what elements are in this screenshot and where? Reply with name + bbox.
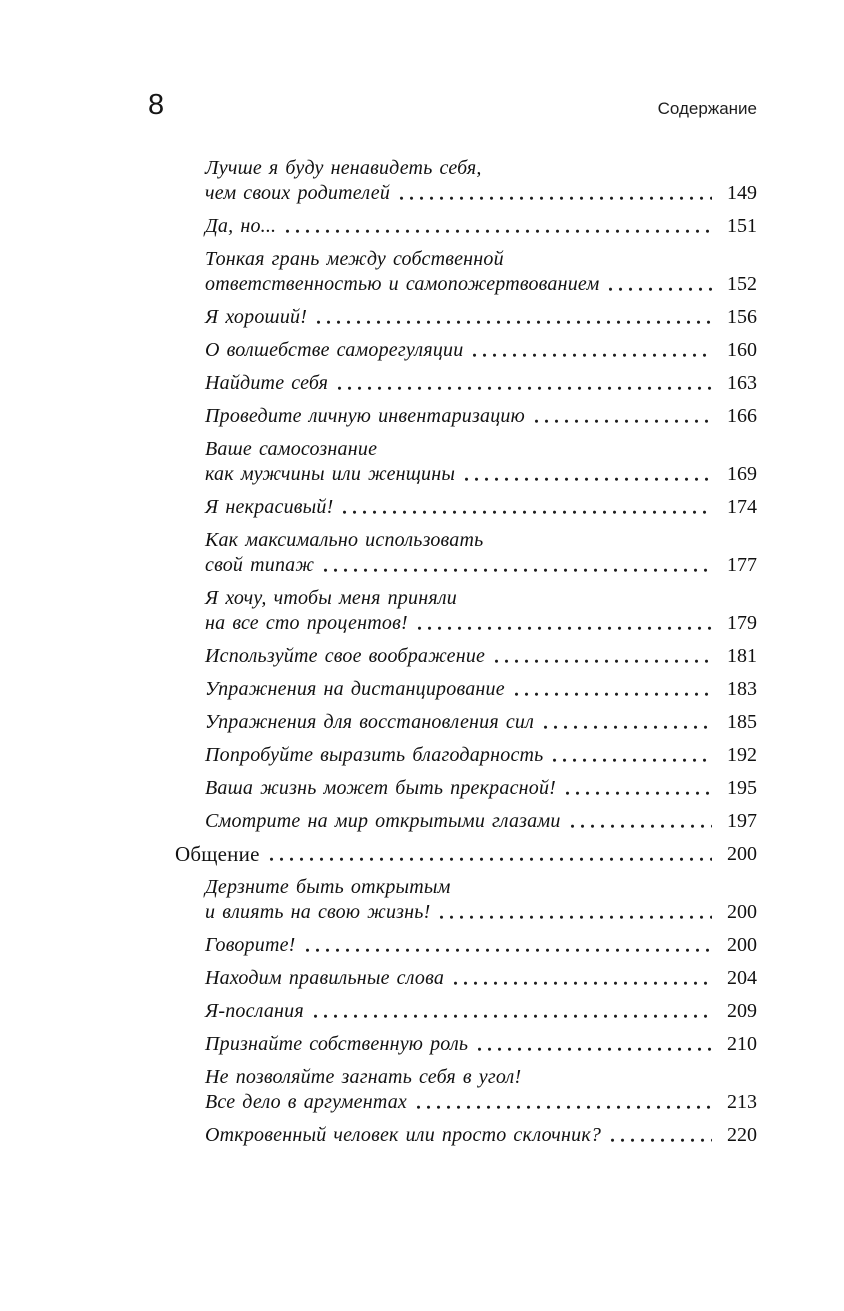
toc-entry-title: Смотрите на мир открытыми глазами (205, 810, 561, 832)
toc-entry (175, 743, 757, 768)
toc-entry (175, 1032, 757, 1057)
dot-leader (343, 510, 712, 514)
toc-entry-title: Не позволяйте загнать себя в угол! (205, 1066, 522, 1088)
toc-entry-title: Все дело в аргументах (205, 1091, 408, 1113)
toc-entry (175, 809, 757, 834)
dot-leader (306, 948, 712, 952)
toc-entry-title: Говорите! (205, 934, 296, 956)
dot-leader (566, 791, 712, 795)
toc-entry-page-number: 174 (727, 496, 757, 518)
toc-entry-line (205, 1123, 757, 1148)
running-head: Содержание (657, 99, 757, 118)
toc-entry-page-number: 209 (727, 1000, 757, 1022)
toc-entry-page-number: 200 (727, 843, 757, 865)
toc-entry-page-number: 169 (727, 463, 757, 485)
toc-entry-title: Дерзните быть открытым (205, 876, 451, 898)
dot-leader (454, 981, 712, 985)
toc-entry-page-number: 149 (727, 182, 757, 204)
toc-entry (175, 586, 757, 636)
dot-leader (440, 915, 712, 919)
toc-entry (175, 1123, 757, 1148)
toc-entry-title: Я некрасивый! (205, 496, 334, 518)
toc-entry-line (205, 743, 757, 768)
dot-leader (609, 287, 712, 291)
toc-entry-title: Тонкая грань между собственной (205, 248, 504, 270)
toc-entry-line (205, 272, 757, 297)
toc-entry (175, 528, 757, 578)
toc-entry-line (205, 371, 757, 396)
toc-entry (175, 338, 757, 363)
toc-chapter-entry (175, 842, 757, 867)
toc-entry (175, 495, 757, 520)
toc-entry-title: Проведите личную инвентаризацию (205, 405, 525, 427)
toc-entry-page-number: 166 (727, 405, 757, 427)
toc-entry-line (175, 842, 757, 867)
dot-leader (611, 1138, 712, 1142)
toc-entry-title: и влиять на свою жизнь! (205, 901, 431, 923)
toc-entry-line (205, 809, 757, 834)
dot-leader (286, 229, 712, 233)
toc-entry-line (205, 305, 757, 330)
toc-entry-title: Общение (175, 842, 260, 866)
toc-entry-page-number: 185 (727, 711, 757, 733)
toc-entry-page-number: 163 (727, 372, 757, 394)
toc-entry-title: Ваша жизнь может быть прекрасной! (205, 777, 557, 799)
toc-entry (175, 999, 757, 1024)
dot-leader (553, 758, 712, 762)
dot-leader (473, 353, 712, 357)
toc-entry (175, 371, 757, 396)
toc-entry-line (205, 586, 757, 611)
toc-entry-line (205, 181, 757, 206)
dot-leader (400, 196, 712, 200)
toc-entry (175, 933, 757, 958)
toc-entry-page-number: 152 (727, 273, 757, 295)
dot-leader (544, 725, 712, 729)
toc-entry (175, 247, 757, 297)
toc-entry-page-number: 197 (727, 810, 757, 832)
toc-entry-page-number: 156 (727, 306, 757, 328)
toc-entry-page-number: 204 (727, 967, 757, 989)
toc-entry-page-number: 160 (727, 339, 757, 361)
toc-entry-line (205, 247, 757, 272)
toc-entry (175, 710, 757, 735)
dot-leader (478, 1047, 712, 1051)
toc-entry (175, 875, 757, 925)
toc-entry-page-number: 192 (727, 744, 757, 766)
dot-leader (314, 1014, 712, 1018)
toc-entry-page-number: 181 (727, 645, 757, 667)
toc-entry-line (205, 677, 757, 702)
toc-entry (175, 404, 757, 429)
toc-entry-line (205, 1065, 757, 1090)
toc-entry-line (205, 644, 757, 669)
toc-entry-line (205, 999, 757, 1024)
toc-entry-line (205, 156, 757, 181)
toc-entry-page-number: 213 (727, 1091, 757, 1113)
toc-entry-page-number: 200 (727, 934, 757, 956)
toc-entry (175, 677, 757, 702)
toc-entry-line (205, 1032, 757, 1057)
toc-entry (175, 437, 757, 487)
dot-leader (338, 386, 712, 390)
toc-entry-title: Я хороший! (205, 306, 308, 328)
toc-entry-page-number: 183 (727, 678, 757, 700)
page-header (0, 0, 844, 120)
toc-entry-title: Откровенный человек или просто склочник? (205, 1124, 602, 1146)
toc-entry (175, 156, 757, 206)
folio-page-number: 8 (148, 89, 165, 121)
toc-entry-line (205, 437, 757, 462)
toc-entry (175, 214, 757, 239)
toc-entry-line (205, 338, 757, 363)
toc-entry-title: Находим правильные слова (205, 967, 445, 989)
toc-entry-page-number: 210 (727, 1033, 757, 1055)
toc-entry (175, 776, 757, 801)
toc-entry-title: чем своих родителей (205, 182, 391, 204)
dot-leader (417, 1105, 712, 1109)
toc-entry-line (205, 966, 757, 991)
toc-entry-title: Я-послания (205, 1000, 304, 1022)
toc-entry-title: Найдите себя (205, 372, 329, 394)
toc-entry-title: Упражнения на дистанцирование (205, 678, 505, 700)
toc-entry-title: Ваше самосознание (205, 438, 378, 460)
dot-leader (535, 419, 712, 423)
dot-leader (515, 692, 712, 696)
toc-entry-line (205, 553, 757, 578)
toc-entry-line (205, 214, 757, 239)
toc-entry-title: ответственностью и самопожертвованием (205, 273, 600, 295)
toc-entry (175, 305, 757, 330)
toc-entry-title: на все сто процентов! (205, 612, 408, 634)
toc-entry-title: О волшебстве саморегуляции (205, 339, 464, 361)
toc-entry (175, 644, 757, 669)
toc-entry-title: Да, но... (205, 215, 277, 237)
toc-entry-line (205, 776, 757, 801)
toc-entry-line (205, 528, 757, 553)
dot-leader (571, 824, 712, 828)
toc-entry-line (205, 875, 757, 900)
toc-entry-line (205, 900, 757, 925)
toc-entry-line (205, 462, 757, 487)
toc-entry-title: Используйте свое воображение (205, 645, 486, 667)
dot-leader (270, 857, 712, 861)
toc-entry-title: как мужчины или женщины (205, 463, 456, 485)
toc-entry-page-number: 151 (727, 215, 757, 237)
toc-entry-title: Я хочу, чтобы меня приняли (205, 587, 457, 609)
toc-entry-line (205, 710, 757, 735)
toc-entry (175, 1065, 757, 1115)
toc-entry-line (205, 611, 757, 636)
toc-entry-title: Лучше я буду ненавидеть себя, (205, 157, 482, 179)
toc-entry-title: Признайте собственную роль (205, 1033, 469, 1055)
dot-leader (495, 659, 712, 663)
toc-entry-line (205, 404, 757, 429)
toc-entry-page-number: 195 (727, 777, 757, 799)
toc-entry-line (205, 1090, 757, 1115)
toc-list (0, 120, 844, 1148)
toc-entry-page-number: 177 (727, 554, 757, 576)
dot-leader (317, 320, 712, 324)
toc-entry-title: Упражнения для восстановления сил (205, 711, 535, 733)
toc-entry-line (205, 933, 757, 958)
toc-entry-page-number: 200 (727, 901, 757, 923)
dot-leader (418, 626, 712, 630)
toc-entry (175, 966, 757, 991)
toc-entry-page-number: 220 (727, 1124, 757, 1146)
toc-entry-page-number: 179 (727, 612, 757, 634)
toc-entry-title: Попробуйте выразить благодарность (205, 744, 544, 766)
toc-entry-title: свой типаж (205, 554, 315, 576)
dot-leader (465, 477, 712, 481)
dot-leader (324, 568, 712, 572)
toc-entry-line (205, 495, 757, 520)
toc-entry-title: Как максимально использовать (205, 529, 484, 551)
